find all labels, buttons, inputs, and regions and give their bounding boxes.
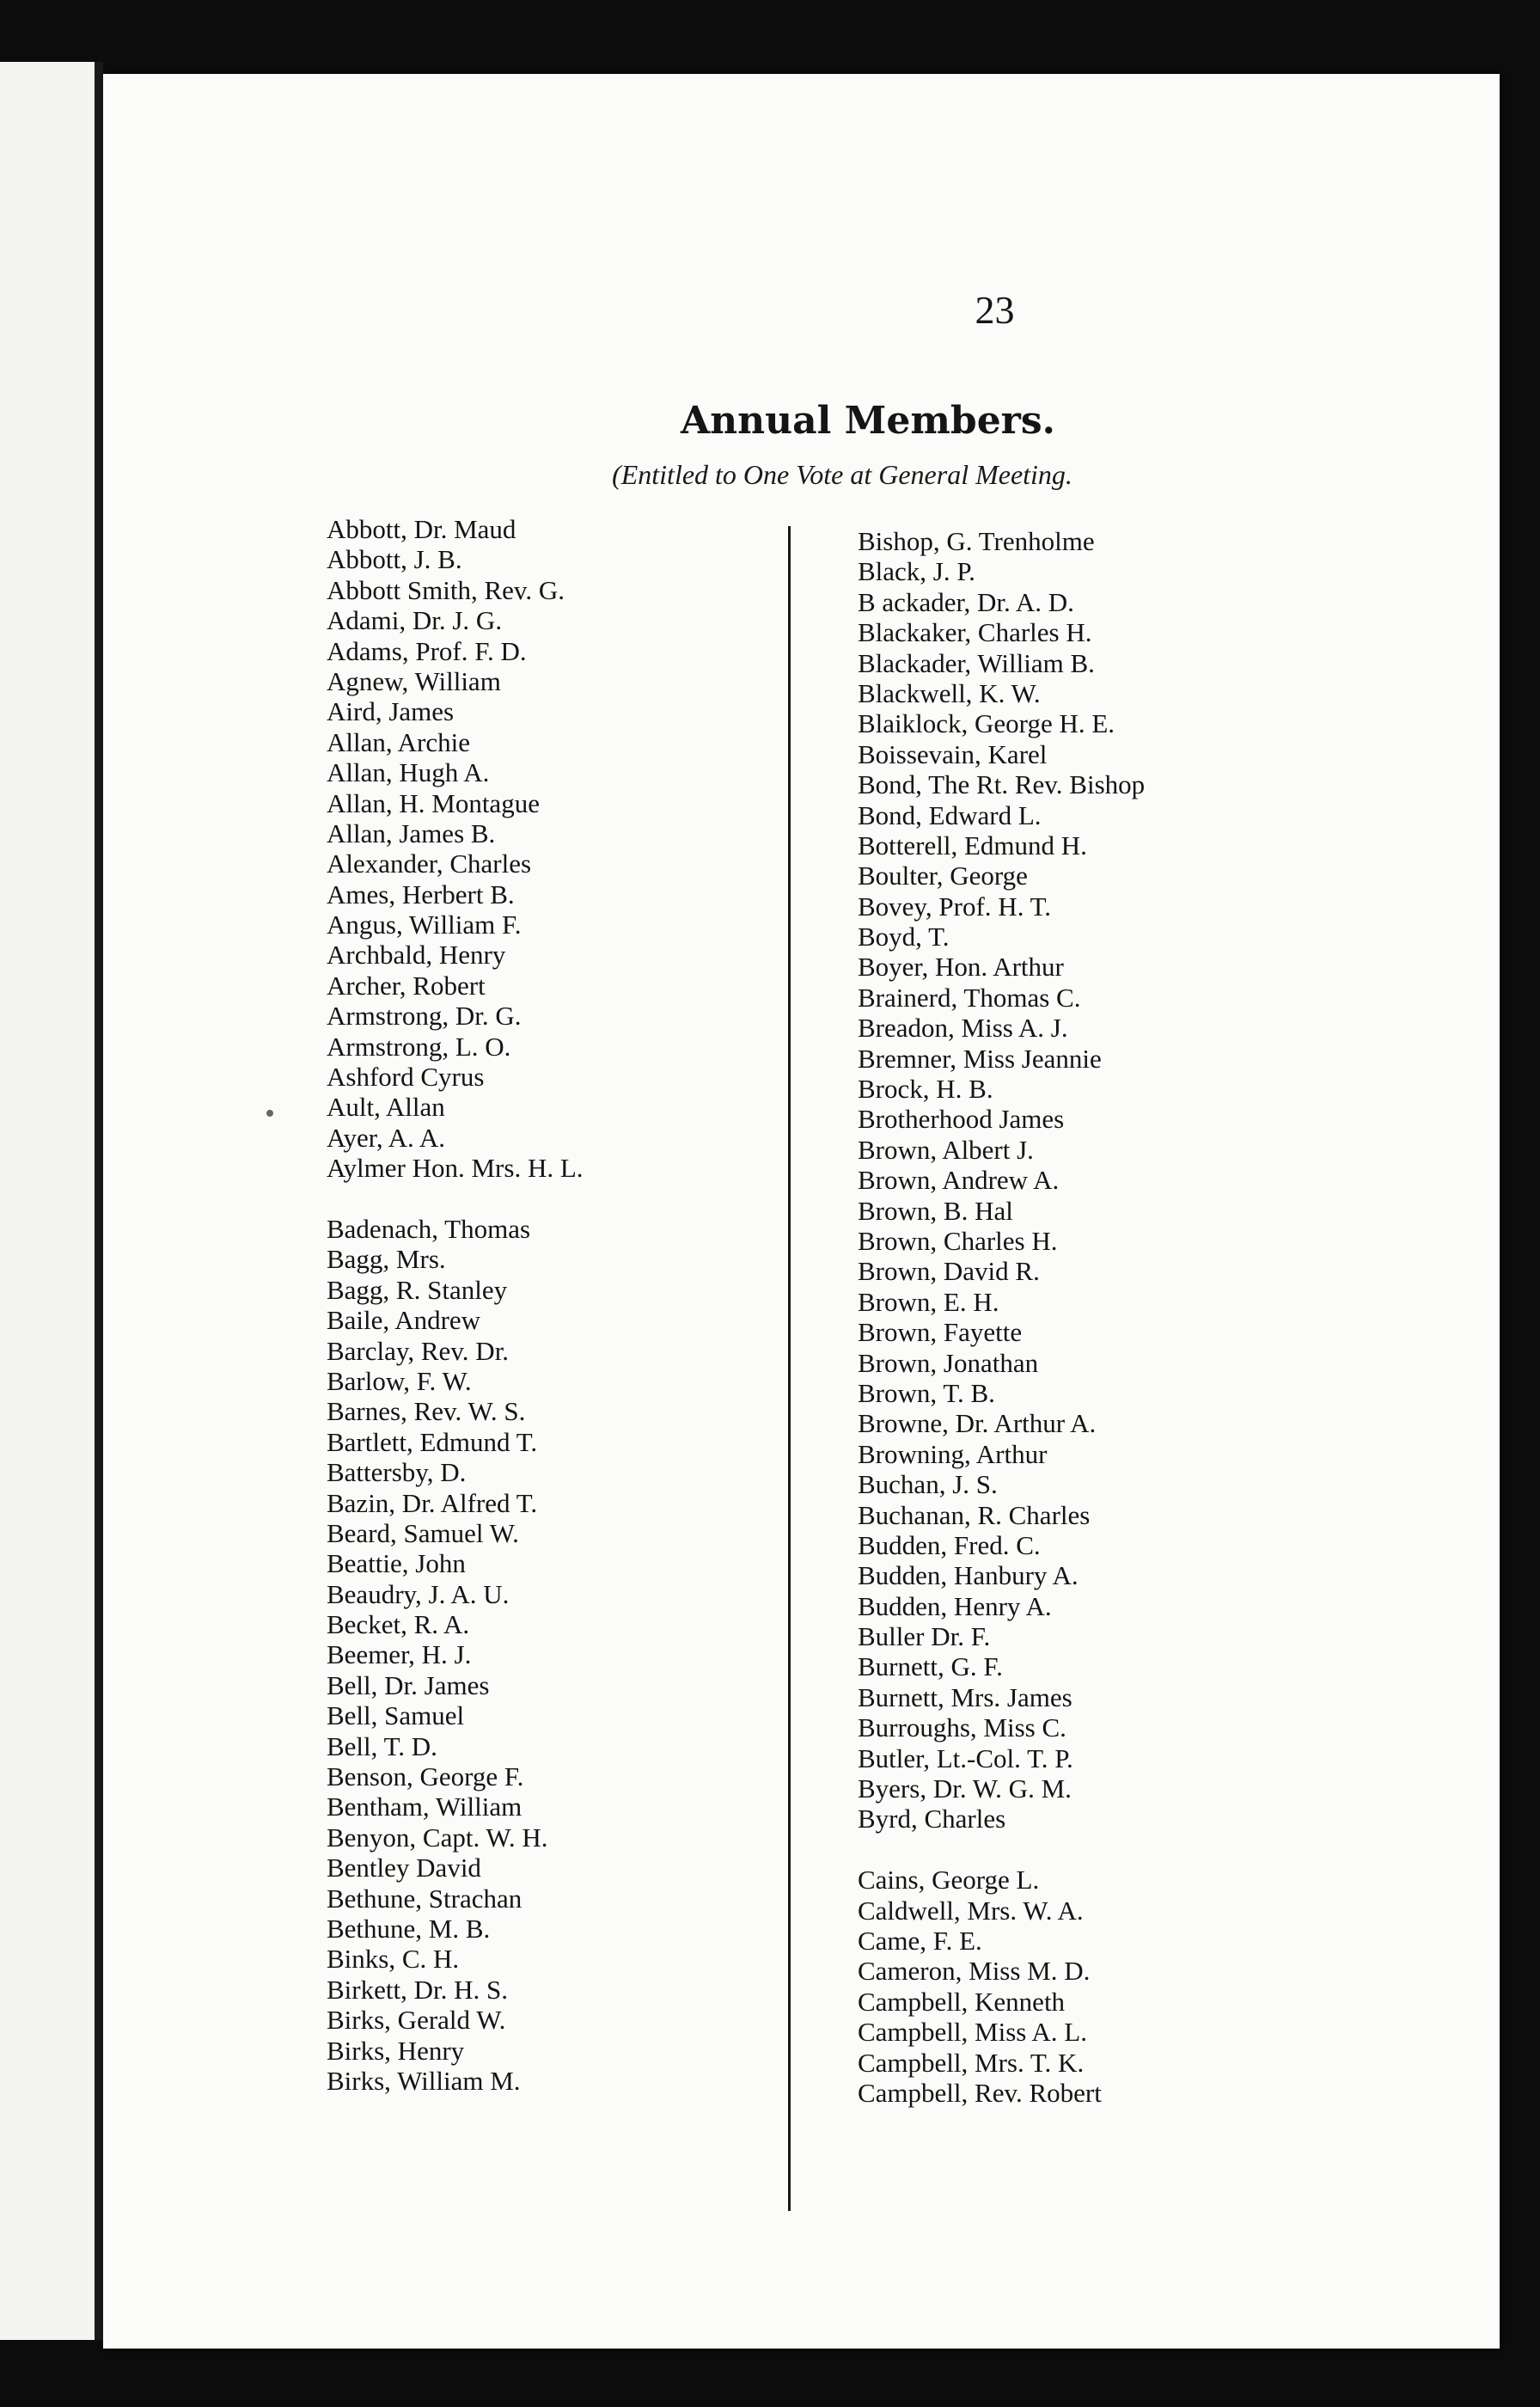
print-speck bbox=[266, 1110, 273, 1117]
member-entry: Buller Dr. F. bbox=[858, 1621, 991, 1652]
member-entry: Bremner, Miss Jeannie bbox=[858, 1043, 1102, 1074]
member-entry: Allan, James B. bbox=[327, 818, 496, 848]
member-entry: Ames, Herbert B. bbox=[327, 879, 515, 910]
member-entry: Beard, Samuel W. bbox=[327, 1517, 519, 1548]
member-entry: Byers, Dr. W. G. M. bbox=[858, 1773, 1072, 1804]
member-entry: Ault, Allan bbox=[327, 1092, 445, 1123]
member-entry: Benyon, Capt. W. H. bbox=[327, 1822, 548, 1853]
member-entry: Brotherhood James bbox=[858, 1104, 1065, 1135]
member-entry: Bentham, William bbox=[327, 1791, 522, 1822]
member-entry: Battersby, D. bbox=[327, 1457, 467, 1488]
member-entry: Aylmer Hon. Mrs. H. L. bbox=[327, 1153, 584, 1184]
member-entry: Brown, Fayette bbox=[858, 1317, 1023, 1348]
column-divider bbox=[788, 526, 791, 2211]
member-entry: Baile, Andrew bbox=[327, 1305, 481, 1336]
member-list-left-column bbox=[327, 514, 791, 2096]
member-entry: Bethune, M. B. bbox=[327, 1913, 491, 1944]
member-entry: Becket, R. A. bbox=[327, 1609, 470, 1640]
member-entry: Adami, Dr. J. G. bbox=[327, 605, 503, 636]
member-entry: Cameron, Miss M. D. bbox=[858, 1956, 1091, 1987]
member-entry: Campbell, Miss A. L. bbox=[858, 2017, 1087, 2048]
page-number: 23 bbox=[975, 288, 1015, 332]
member-entry: Bovey, Prof. H. T. bbox=[858, 891, 1052, 922]
member-entry: Black, J. P. bbox=[858, 556, 975, 587]
member-entry: Boyer, Hon. Arthur bbox=[858, 952, 1064, 983]
member-entry: Burnett, G. F. bbox=[858, 1651, 1003, 1682]
member-entry: Ashford Cyrus bbox=[327, 1062, 485, 1093]
member-entry: Birkett, Dr. H. S. bbox=[327, 1974, 508, 2005]
section-spacer bbox=[327, 1184, 791, 1214]
member-entry: Blackaker, Charles H. bbox=[858, 617, 1092, 648]
member-entry: Browne, Dr. Arthur A. bbox=[858, 1408, 1097, 1439]
member-entry: Bazin, Dr. Alfred T. bbox=[327, 1487, 538, 1518]
member-entry: Budden, Fred. C. bbox=[858, 1529, 1041, 1560]
member-entry: Aird, James bbox=[327, 696, 455, 727]
member-entry: Blackader, William B. bbox=[858, 647, 1095, 678]
member-entry: Bond, The Rt. Rev. Bishop bbox=[858, 769, 1146, 800]
member-entry: Caldwell, Mrs. W. A. bbox=[858, 1895, 1084, 1926]
member-entry: Butler, Lt.-Col. T. P. bbox=[858, 1742, 1073, 1773]
member-entry: Brown, E. H. bbox=[858, 1286, 999, 1317]
member-entry: Allan, Archie bbox=[327, 726, 471, 757]
member-entry: Bentley David bbox=[327, 1853, 481, 1883]
member-entry: Badenach, Thomas bbox=[327, 1213, 531, 1244]
member-entry: Beemer, H. J. bbox=[327, 1639, 472, 1670]
section-heading: Annual Members. bbox=[681, 399, 1055, 443]
book-page bbox=[103, 74, 1500, 2349]
member-entry: Bartlett, Edmund T. bbox=[327, 1426, 538, 1457]
member-entry: Bethune, Strachan bbox=[327, 1883, 522, 1914]
member-entry: Bagg, Mrs. bbox=[327, 1244, 446, 1275]
member-entry: Brown, Albert J. bbox=[858, 1134, 1034, 1165]
member-entry: Bell, T. D. bbox=[327, 1730, 437, 1761]
facing-page-edge bbox=[0, 62, 95, 2340]
book-gutter bbox=[95, 62, 103, 2340]
member-entry: Barlow, F. W. bbox=[327, 1365, 472, 1396]
member-entry: Brown, Charles H. bbox=[858, 1225, 1058, 1256]
member-entry: Allan, H. Montague bbox=[327, 787, 540, 818]
member-entry: Browning, Arthur bbox=[858, 1438, 1048, 1469]
member-entry: Barclay, Rev. Dr. bbox=[327, 1335, 510, 1366]
member-entry: Boyd, T. bbox=[858, 922, 950, 952]
section-subtitle: (Entitled to One Vote at General Meeting. bbox=[612, 459, 1072, 490]
member-entry: Bond, Edward L. bbox=[858, 799, 1042, 830]
member-entry: Birks, William M. bbox=[327, 2065, 521, 2096]
member-entry: Brown, David R. bbox=[858, 1256, 1040, 1287]
member-entry: Alexander, Charles bbox=[327, 848, 532, 879]
member-entry: Brock, H. B. bbox=[858, 1074, 993, 1105]
member-list-right-column bbox=[858, 526, 1339, 2108]
member-entry: Ayer, A. A. bbox=[327, 1122, 445, 1153]
member-entry: Archer, Robert bbox=[327, 970, 486, 1001]
member-entry: Armstrong, L. O. bbox=[327, 1031, 511, 1062]
member-entry: Abbott, J. B. bbox=[327, 544, 462, 575]
member-entry: Bagg, R. Stanley bbox=[327, 1274, 508, 1305]
member-entry: Beattie, John bbox=[327, 1548, 466, 1579]
member-entry: Blaiklock, George H. E. bbox=[858, 708, 1115, 739]
member-entry: Brainerd, Thomas C. bbox=[858, 982, 1081, 1013]
member-entry: Bishop, G. Trenholme bbox=[858, 526, 1095, 556]
member-entry: Brown, Andrew A. bbox=[858, 1165, 1060, 1196]
member-entry: Archbald, Henry bbox=[327, 940, 506, 971]
member-entry: Benson, George F. bbox=[327, 1761, 524, 1792]
member-entry: Byrd, Charles bbox=[858, 1804, 1006, 1834]
section-spacer bbox=[858, 1834, 1339, 1865]
member-entry: Birks, Henry bbox=[327, 2035, 465, 2066]
member-entry: Bell, Dr. James bbox=[327, 1669, 490, 1700]
member-entry: Bell, Samuel bbox=[327, 1700, 465, 1731]
member-entry: Buchanan, R. Charles bbox=[858, 1499, 1091, 1530]
member-entry: Botterell, Edmund H. bbox=[858, 830, 1087, 861]
member-entry: Beaudry, J. A. U. bbox=[327, 1578, 510, 1609]
member-entry: Allan, Hugh A. bbox=[327, 757, 490, 788]
member-entry: Boissevain, Karel bbox=[858, 738, 1048, 769]
member-entry: Campbell, Mrs. T. K. bbox=[858, 2047, 1085, 2078]
member-entry: Brown, T. B. bbox=[858, 1377, 995, 1408]
member-entry: Adams, Prof. F. D. bbox=[327, 635, 527, 666]
member-entry: Brown, B. Hal bbox=[858, 1195, 1013, 1226]
member-entry: Abbott, Dr. Maud bbox=[327, 514, 516, 544]
member-entry: Binks, C. H. bbox=[327, 1944, 460, 1975]
member-entry: Campbell, Rev. Robert bbox=[858, 2077, 1102, 2108]
member-entry: Boulter, George bbox=[858, 861, 1028, 891]
member-entry: Agnew, William bbox=[327, 665, 501, 696]
member-entry: Birks, Gerald W. bbox=[327, 2005, 506, 2036]
member-entry: Buchan, J. S. bbox=[858, 1469, 998, 1500]
member-entry: Abbott Smith, Rev. G. bbox=[327, 574, 565, 605]
member-entry: Brown, Jonathan bbox=[858, 1347, 1039, 1378]
member-entry: Cains, George L. bbox=[858, 1865, 1040, 1896]
member-entry: Armstrong, Dr. G. bbox=[327, 1001, 522, 1032]
member-entry: Budden, Hanbury A. bbox=[858, 1560, 1079, 1591]
member-entry: Burnett, Mrs. James bbox=[858, 1681, 1072, 1712]
member-entry: Barnes, Rev. W. S. bbox=[327, 1396, 526, 1427]
member-entry: B ackader, Dr. A. D. bbox=[858, 586, 1074, 617]
member-entry: Campbell, Kenneth bbox=[858, 1986, 1066, 2017]
member-entry: Breadon, Miss A. J. bbox=[858, 1013, 1068, 1044]
member-entry: Blackwell, K. W. bbox=[858, 677, 1041, 708]
member-entry: Angus, William F. bbox=[327, 910, 522, 940]
member-entry: Budden, Henry A. bbox=[858, 1590, 1052, 1621]
member-entry: Came, F. E. bbox=[858, 1925, 982, 1956]
member-entry: Burroughs, Miss C. bbox=[858, 1712, 1066, 1743]
